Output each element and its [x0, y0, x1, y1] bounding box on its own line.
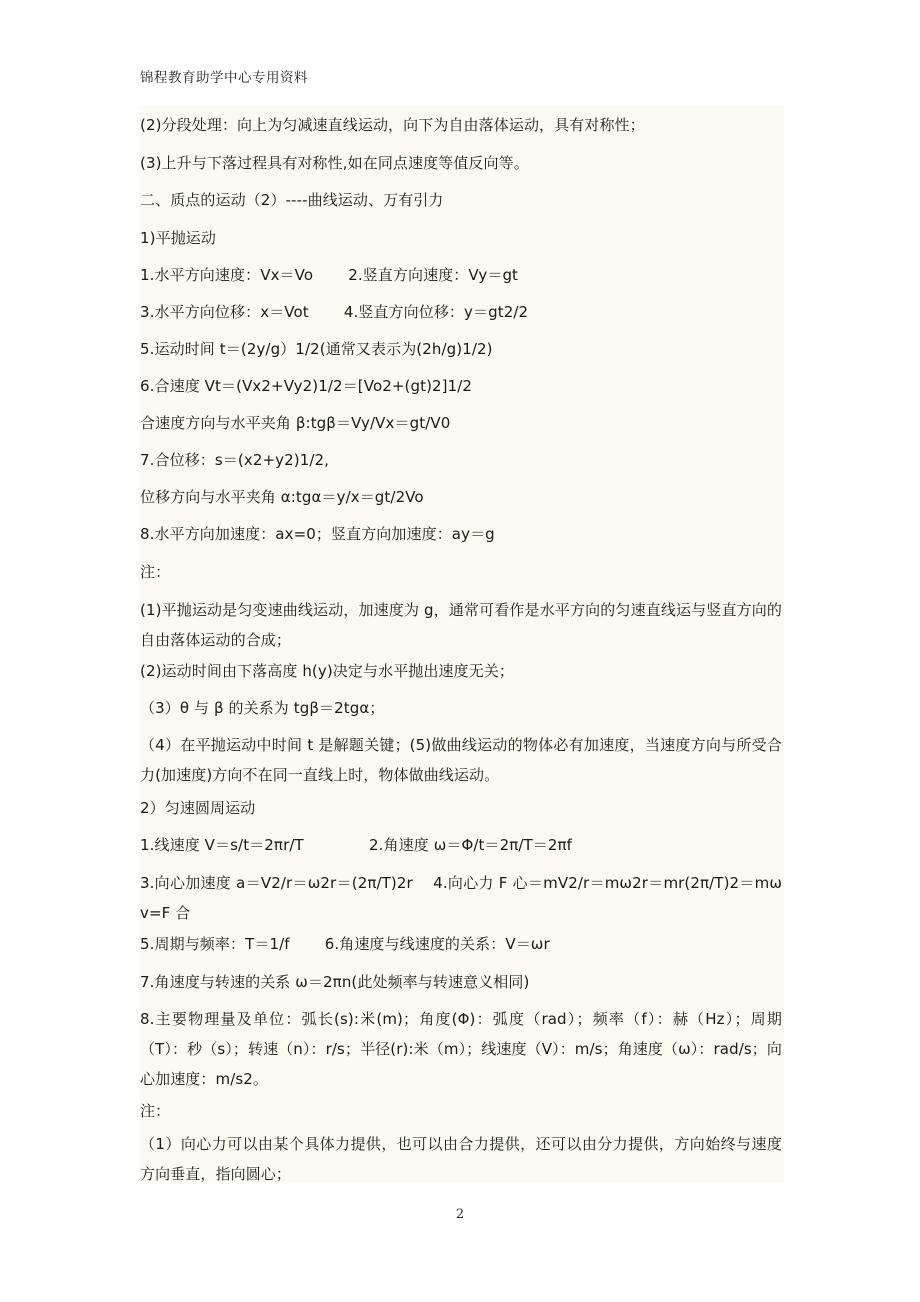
formula-line-velocity: 1.水平方向速度：Vx＝Vo 2.竖直方向速度：Vy＝gt	[140, 266, 519, 284]
note-label: 注：	[140, 563, 171, 581]
formula-line-acceleration: 8.水平方向加速度：ax=0；竖直方向加速度：ay＝g	[140, 525, 495, 543]
document-body	[139, 106, 784, 1182]
note-centripetal-force: （1）向心力可以由某个具体力提供，也可以由合力提供，还可以由分力提供，方向始终与速度方向垂直，指向圆心；	[140, 1135, 782, 1182]
formula-line-displacement-angle: 位移方向与水平夹角 α:tgα＝y/x＝gt/2Vo	[140, 488, 424, 506]
subsection-heading-projectile: 1)平抛运动	[140, 229, 216, 247]
note-projectile-4: （4）在平抛运动中时间 t 是解题关键；(5)做曲线运动的物体必有加速度，当速度方向与所受合力(加速度)方向不在同一直线上时，物体做曲线运动。	[140, 736, 782, 784]
formula-line-time: 5.运动时间 t＝(2y/g）1/2(通常又表示为(2h/g)1/2)	[140, 340, 493, 358]
formula-line-rotation-speed: 7.角速度与转速的关系 ω＝2πn(此处频率与转速意义相同)	[140, 973, 530, 991]
page-number: 2	[455, 1207, 465, 1222]
formula-line-velocity-angle: 合速度方向与水平夹角 β:tgβ＝Vy/Vx＝gt/V0	[140, 414, 451, 432]
note-projectile-1: (1)平抛运动是匀变速曲线运动，加速度为 g，通常可看作是水平方向的匀速直线运与竖直方向的自由落体运动的合成；	[140, 601, 782, 649]
formula-line-centripetal: 3.向心加速度 a＝V2/r＝ω2r＝(2π/T)2r 4.向心力 F 心＝mV2/r＝mω2r＝mr(2π/T)2＝mωv=F 合	[140, 874, 782, 922]
formula-line-resultant-displacement: 7.合位移：s＝(x2+y2)1/2,	[140, 451, 330, 469]
document-header: 锦程教育助学中心专用资料	[140, 70, 308, 86]
note-label-2: 注：	[140, 1102, 171, 1120]
formula-line-period-frequency: 5.周期与频率：T＝1/f 6.角速度与线速度的关系：V＝ωr	[140, 935, 550, 953]
subsection-heading-circular-motion: 2）匀速圆周运动	[140, 799, 256, 817]
formula-line-resultant-velocity: 6.合速度 Vt＝(Vx2+Vy2)1/2＝[Vo2+(gt)2]1/2	[140, 377, 473, 395]
paragraph-vertical-throw-symmetry: (3)上升与下落过程具有对称性,如在同点速度等值反向等。	[140, 154, 529, 172]
note-projectile-2: (2)运动时间由下落高度 h(y)决定与水平抛出速度无关；	[140, 662, 515, 680]
paragraph-vertical-throw-segment: (2)分段处理：向上为匀减速直线运动，向下为自由落体运动，具有对称性；	[140, 116, 645, 134]
formula-line-displacement: 3.水平方向位移：x＝Vot 4.竖直方向位移：y＝gt2/2	[140, 303, 529, 321]
note-projectile-3: （3）θ 与 β 的关系为 tgβ＝2tgα；	[140, 699, 385, 717]
units-paragraph: 8.主要物理量及单位：弧长(s):米(m)；角度(Φ)：弧度（rad）；频率（f）：赫（Hz）；周期（T）：秒（s）；转速（n）：r/s；半径(r):米（m）；线速度（V）：m/s；角速度（ω）：rad/s；向心加速度：m/s2。	[140, 1010, 782, 1088]
formula-line-linear-angular-velocity: 1.线速度 V＝s/t＝2πr/T 2.角速度 ω＝Φ/t＝2π/T＝2πf	[140, 836, 573, 854]
section-heading-curvilinear-motion: 二、质点的运动（2）----曲线运动、万有引力	[140, 191, 444, 209]
